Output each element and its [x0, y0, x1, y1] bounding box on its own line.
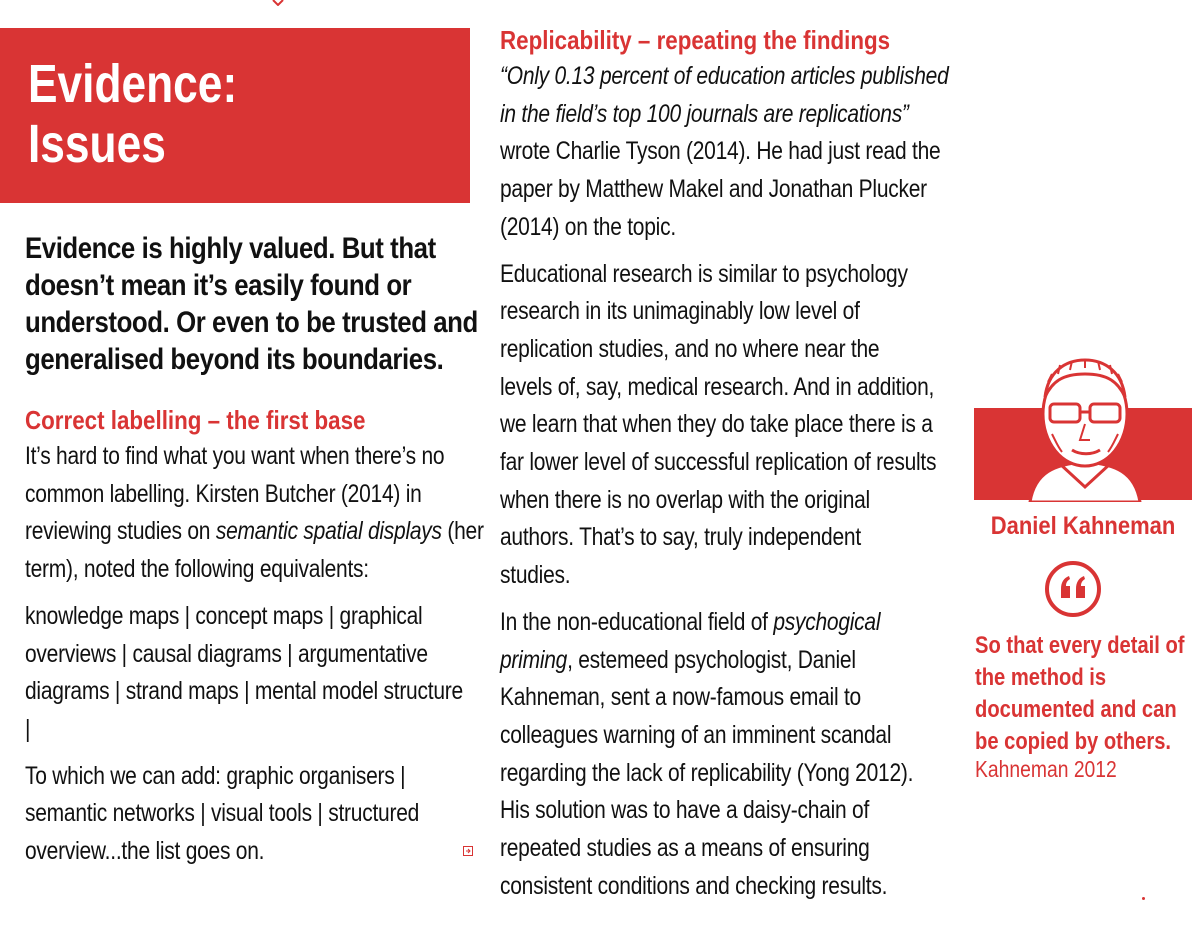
labelling-text-b: (her term), noted the following equivalents:: [25, 517, 484, 584]
quote-mark-icon: [1044, 560, 1102, 618]
middle-column: [500, 22, 950, 905]
additions-paragraph: To which we can add: graphic organisers | semantic networks | visual tools | structured overview...the list goes on.: [25, 761, 420, 866]
speaker-name: Daniel Kahneman: [990, 512, 1176, 540]
page-title: Evidence: Issues: [28, 54, 238, 174]
left-column: [25, 230, 495, 378]
replication-text: wrote Charlie Tyson (2014). He had just read the paper by Matthew Makel and Jonathan Plucker (2014) on the topic.: [500, 137, 941, 241]
section-heading-labelling: Correct labelling – the first base: [25, 405, 366, 435]
top-chevron-mark: [272, 0, 284, 6]
labelling-term: semantic spatial displays: [215, 517, 442, 546]
replication-quote: “Only 0.13 percent of education articles published in the field’s top 100 journals are replications”: [500, 62, 949, 128]
pull-quote: So that every detail of the method is documented and can be copied by others.: [975, 632, 1185, 755]
priming-term: psychogical priming: [500, 607, 881, 674]
priming-paragraph: [500, 604, 937, 906]
left-section: [25, 402, 495, 871]
labelling-paragraph: [25, 438, 495, 589]
priming-text-a: In the non-educational field of: [500, 607, 774, 636]
corner-mark: [1141, 896, 1146, 901]
title-banner: [0, 28, 470, 203]
lead-paragraph: Evidence is highly valued. But that doesn’t mean it’s easily found or understood. Or even to be trusted and generalised beyond its boundaries.: [25, 232, 478, 376]
priming-text-b: , estemeed psychologist, Daniel Kahneman, sent a now-famous email to colleagues warning of an imminent scandal regarding the lack of replicability (Yong 2012). His solution was to have a daisy-chain of repeated studies as a means of ensuring consistent conditions and checking results.: [500, 645, 914, 900]
quote-source: Kahneman 2012: [975, 756, 1117, 782]
comparison-paragraph: Educational research is similar to psychology research in its unimaginably low level of replication studies, and no where near the levels of, say, medical research. And in addition, we learn that when they do take place there is a far lower level of successful replication of results when there is no overlap with the original authors. That’s to say, truly independent studies.: [500, 259, 937, 590]
section-heading-replicability: Replicability – repeating the findings: [500, 25, 891, 55]
labelling-text-a: It’s hard to find what you want when there’s no common labelling. Kirsten Butcher (2014) in reviewing studies on: [25, 442, 445, 546]
equivalents-list: knowledge maps | concept maps | graphical overviews | causal diagrams | argumentative diagrams | strand maps | mental model structure |: [25, 601, 463, 743]
link-icon[interactable]: [463, 846, 473, 856]
portrait-illustration: [1000, 352, 1170, 502]
replication-paragraph: [500, 58, 954, 247]
